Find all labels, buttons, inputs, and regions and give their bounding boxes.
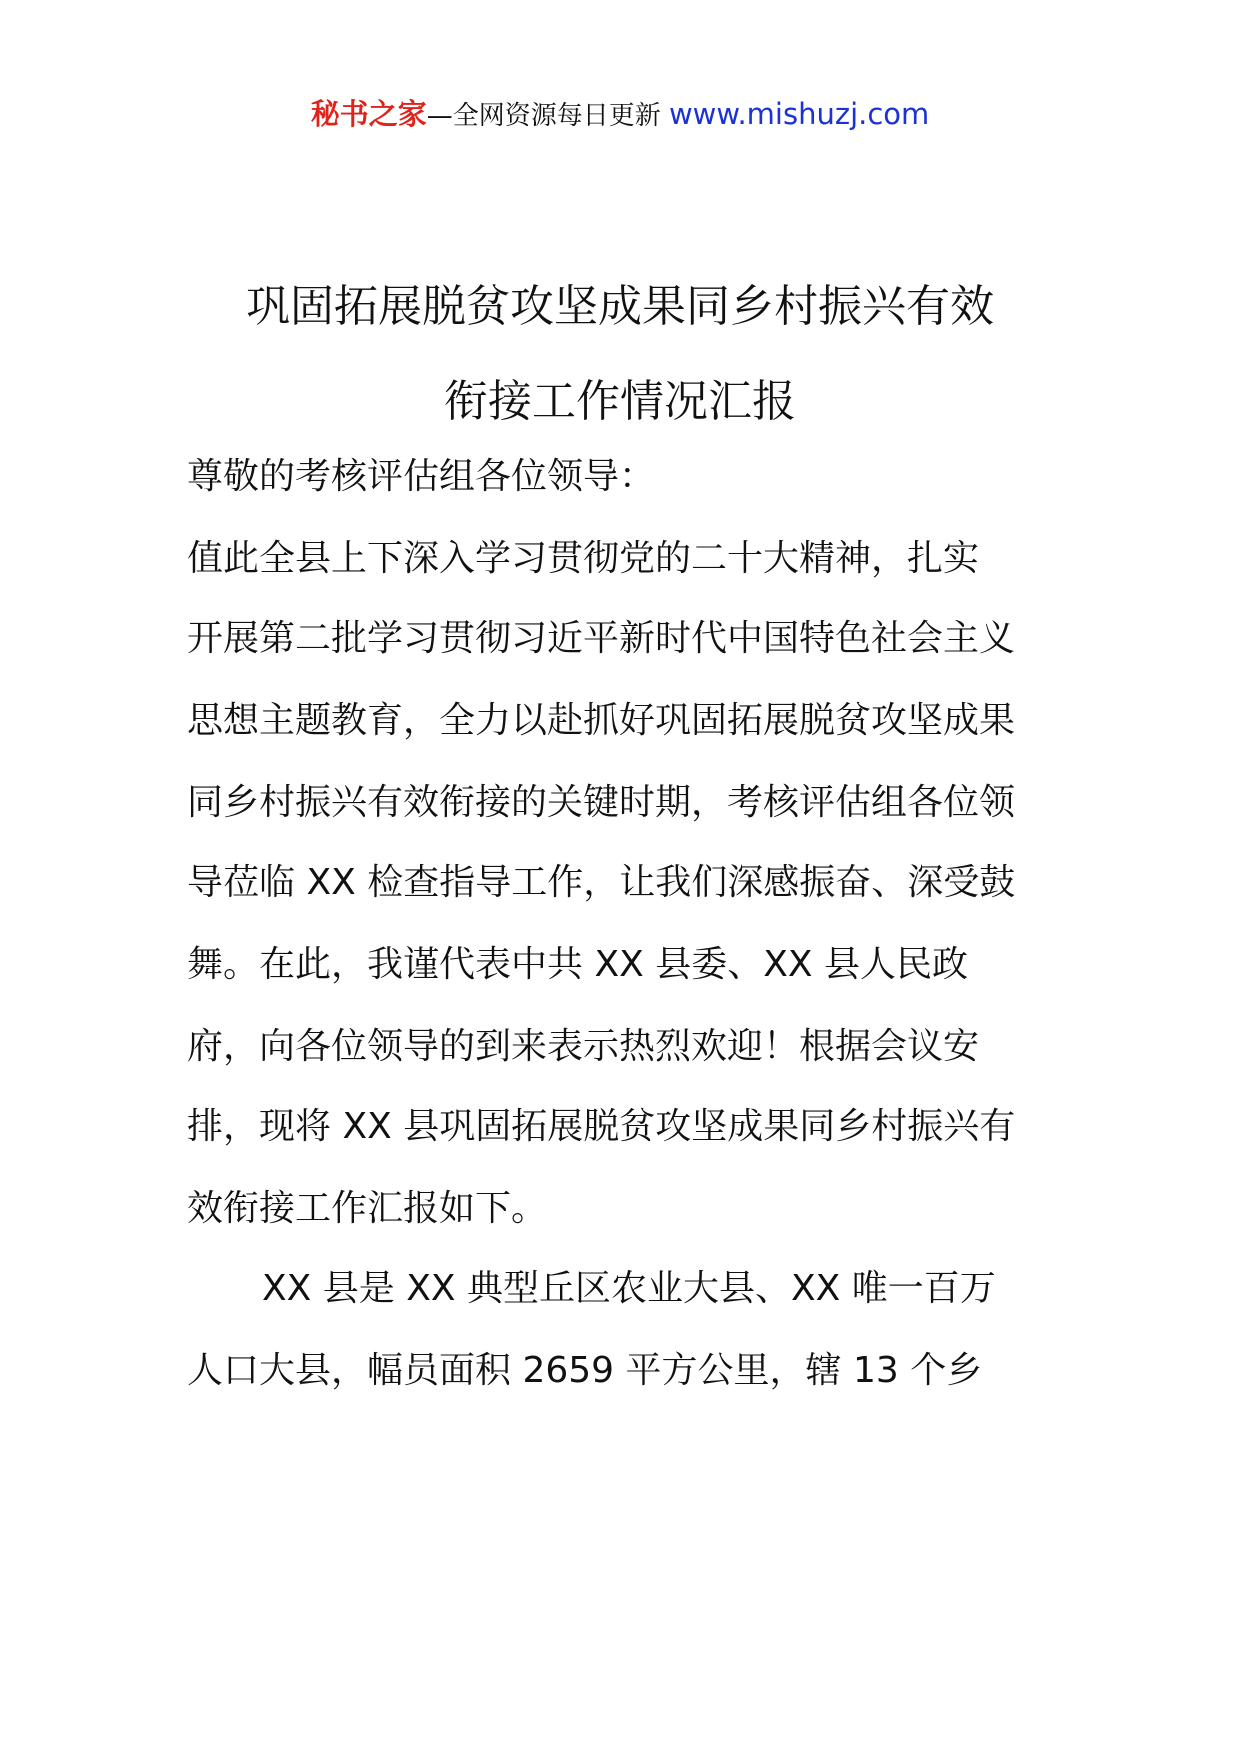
- document-title-line-2: 衔接工作情况汇报: [444, 376, 796, 427]
- document-title-line-1: 巩固拓展脱贫攻坚成果同乡村振兴有效: [246, 281, 994, 332]
- paragraph-1-line-6: 舞。在此，我谨代表中共 XX 县委、XX 县人民政: [187, 944, 968, 985]
- paragraph-1-line-8: 排，现将 XX 县巩固拓展脱贫攻坚成果同乡村振兴有: [187, 1106, 1016, 1147]
- paragraph-1-line-1: 值此全县上下深入学习贯彻党的二十大精神，扎实: [187, 538, 980, 579]
- brand-name: 秘书之家: [310, 97, 427, 131]
- site-header: [0, 96, 1240, 134]
- paragraph-1-line-4: 同乡村振兴有效衔接的关键时期，考核评估组各位领: [187, 782, 1016, 823]
- paragraph-1-line-3: 思想主题教育，全力以赴抓好巩固拓展脱贫攻坚成果: [187, 700, 1016, 741]
- paragraph-2-line-2: 人口大县，幅员面积 2659 平方公里，辖 13 个乡: [187, 1350, 983, 1391]
- paragraph-1-line-2: 开展第二批学习贯彻习近平新时代中国特色社会主义: [187, 618, 1016, 659]
- paragraph-1-line-5: 导莅临 XX 检查指导工作，让我们深感振奋、深受鼓: [187, 862, 1016, 903]
- paragraph-1-line-7: 府，向各位领导的到来表示热烈欢迎！根据会议安: [187, 1026, 980, 1067]
- header-tagline: —全网资源每日更新: [426, 101, 669, 131]
- site-url-link[interactable]: www.mishuzj.com: [668, 97, 930, 131]
- salutation: 尊敬的考核评估组各位领导：: [187, 456, 656, 497]
- paragraph-1-line-9: 效衔接工作汇报如下。: [187, 1188, 548, 1229]
- paragraph-2-line-1: XX 县是 XX 典型丘区农业大县、XX 唯一百万: [262, 1268, 996, 1309]
